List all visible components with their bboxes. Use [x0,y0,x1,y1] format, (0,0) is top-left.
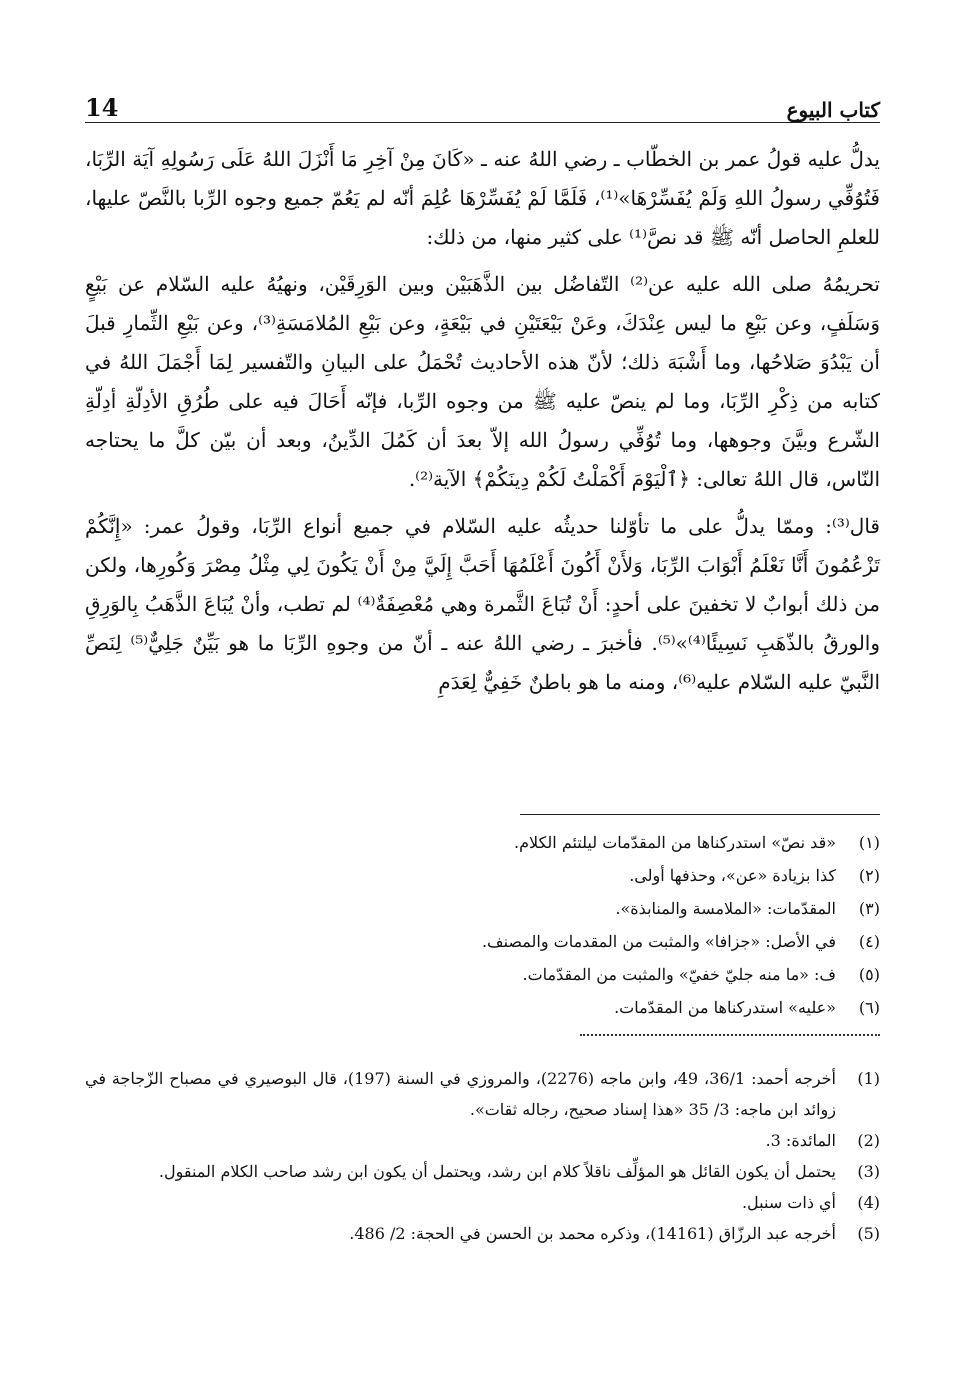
footnote-text: أخرجه أحمد: 36/1، 49، وابن ماجه (2276)، والمروزي في السنة (197)، قال البوصيري في مصباح الزّجاجة في زوائد ابن ماجه: 3/ 35 «هذا إسناد صحيح، رجاله ثقات». [85,1069,837,1119]
footnote-text: «عليه» استدركناها من المقدّمات. [614,998,836,1017]
footnote-number: (٢) [858,866,880,885]
footnote-text: في الأصل: «جزافا» والمثبت من المقدمات والمصنف. [481,932,836,951]
footnote [85,1156,880,1187]
page-header [85,88,880,123]
footnote-number: (4) [857,1193,880,1212]
footnote [380,958,880,991]
footnote-number: (١) [858,833,880,852]
footnote-divider [520,814,880,815]
footnote-text: أي ذات سنبل. [741,1193,836,1212]
footnote-number: (3) [857,1162,880,1181]
footnote [380,991,880,1024]
footnote-number: (1) [857,1069,880,1088]
footnote-number: (5) [857,1224,880,1243]
running-title: كتاب البيوع [786,98,880,122]
footnote-text: «قد نصّ» استدركناها من المقدّمات ليلتئم الكلام. [514,833,836,852]
footnote [380,826,880,859]
footnote-number: (٥) [858,965,880,984]
footnote-text: المائدة: 3. [765,1131,836,1150]
footnote [85,1063,880,1125]
paragraph: تحريمُهُ صلى الله عليه عن⁽²⁾ التّفاضُل بين الذَّهَبَيْن وبين الوَرِقَيْن، ونهيُهُ عليه السّلام عن بَيْعٍ وَسَلَفٍ، وعن بَيْعِ ما ليس عِنْدَكَ، وعَنْ بَيْعَتَيْنِ في بَيْعَةٍ، وعن بَيْعِ المُلامَسَةِ⁽³⁾، وعن بَيْعِ الثِّمارِ قبلَ أن يَبْدُوَ صَلاحُها، وما أَشْبَهَ ذلك؛ لأنّ هذه الأحاديث تُحْمَلُ على البيانِ والتّفسير لِمَا أَجْمَلَ اللهُ في كتابه من ذِكْرِ الرِّبَا، وما لم ينصّ عليه ﷺ من وجوه الرِّبا، فإنّه أَحَالَ فيه على طُرُقِ الأدِلّةِ أدِلّةِ الشّرع وبيَّنَ وجوهها، وما تُوُفِّي رسولُ الله إلاّ بعدَ أن كَمُلَ الدِّينُ، وبعد أن بيّن كلَّ ما يحتاجه النّاس، قال اللهُ تعالى: ﴿ٱلْيَوْمَ أَكْمَلْتُ لَكُمْ دِينَكُمْ﴾ الآية⁽²⁾. [85,272,880,491]
footnote [380,859,880,892]
dotted-divider [580,1034,880,1036]
footnote-text: يحتمل أن يكون القائل هو المؤلِّف ناقلاً كلام ابن رشد، ويحتمل أن يكون ابن رشد صاحب الكلام المنقول. [158,1162,836,1181]
footnote-number: (٤) [858,932,880,951]
footnote-text: أخرجه عبد الرزّاق (14161)، وذكره محمد بن الحسن في الحجة: 2/ 486. [349,1224,836,1243]
footnote-number: (2) [857,1131,880,1150]
source-footnotes [85,1063,880,1249]
paragraph: يدلُّ عليه قولُ عمر بن الخطّاب ـ رضي اللهُ عنه ـ «كَانَ مِنْ آخِرِ مَا أَنْزَلَ اللهُ عَلَى رَسُولِهِ آيَة الرِّبَا، فَتُوُفِّي رسولُ اللهِ وَلَمْ يُفَسِّرْهَا»⁽¹⁾، فَلَمَّا لَمْ يُفَسِّرْهَا عُلِمَ أنّه لم يَعُمّ جميع وجوه الرِّبا بالنَّصّ عليها، للعلمِ الحاصل أنّه ﷺ قد نصَّ⁽¹⁾ على كثير منها، من ذلك: [85,147,880,249]
footnote-number: (٣) [858,899,880,918]
footnote [85,1218,880,1249]
footnote-text: المقدّمات: «الملامسة والمنابذة». [615,899,836,918]
page-number: 14 [85,93,119,122]
footnote-number: (٦) [858,998,880,1017]
paragraph: قال⁽³⁾: وممّا يدلُّ على ما تأوّلنا حديثُه عليه السّلام في جميع أنواع الرِّبَا، وقولُ عمر: «إِنَّكُمْ تَزْعُمُونَ أَنَّا نَعْلَمُ أَبْوَابَ الرِّبَا، وَلأَنْ أَكُونَ أَعْلَمُهَا أَحَبَّ إِلَيَّ مِنْ أَنْ يَكُونَ لِي مِثْلُ مِصْرَ وَكُورِها، ولكن من ذلك أبوابٌ لا تخفينَ على أحدٍ: أَنْ تُبَاعَ الثَّمرة وهي مُعْصِفَةٌ⁽⁴⁾ لم تطب، وأنْ يُبَاعَ الذَّهَبُ بِالوَرِقِ والورقُ بالذّهَبِ نَسِيئًا⁽⁴⁾»⁽⁵⁾. فأخبرَ ـ رضي اللهُ عنه ـ أنّ من وجوهِ الرِّبَا ما هو بَيِّنٌ جَلِيٌّ⁽⁵⁾ لِنَصِّ النَّبيّ عليه السّلام عليه⁽⁶⁾، ومنه ما هو باطنٌ خَفِيٌّ لِعَدَمِ [85,514,881,694]
footnote [85,1125,880,1156]
footnote [85,1187,880,1218]
footnote-text: كذا بزيادة «عن»، وحذفها أولى. [629,866,836,885]
editor-footnotes [380,826,880,1024]
main-text [85,140,880,710]
footnote [380,892,880,925]
footnote-text: ف: «ما منه جليّ خفيّ» والمثبت من المقدّمات. [522,965,836,984]
footnote [380,925,880,958]
